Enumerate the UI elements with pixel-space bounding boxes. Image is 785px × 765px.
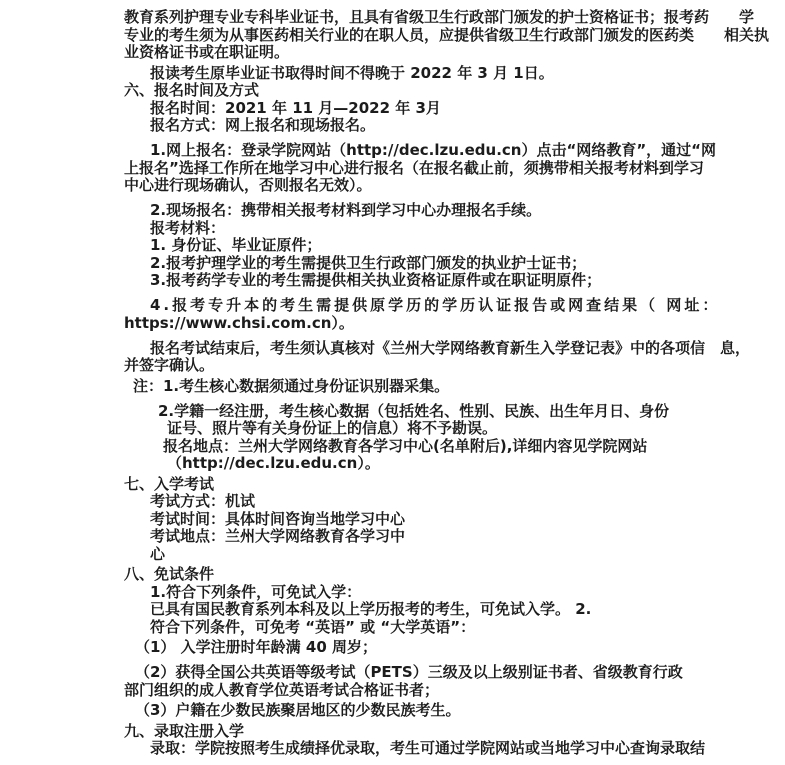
text-line: 七、入学考试	[124, 474, 215, 493]
text-line: 2.现场报名：携带相关报考材料到学习中心办理报名手续。	[150, 201, 542, 219]
text-line: 部门组织的成人教育学位英语考试合格证书者；	[124, 680, 440, 699]
text-line: 报名地点：兰州大学网络教育各学习中心(名单附后),详细内容见学院网站	[163, 436, 648, 455]
text-line: 报名考试结束后，考生须认真核对《兰州大学网络教育新生入学登记表》中的各项信 息，	[150, 338, 751, 357]
text-line: 六、报名时间及方式	[124, 81, 260, 99]
text-line: 1.符合下列条件，可免试入学：	[150, 582, 362, 601]
text-line: 报名方式：网上报名和现场报名。	[150, 116, 376, 134]
text-line: 业资格证书或在职证明。	[124, 43, 290, 61]
text-line: 报考材料：	[150, 218, 226, 237]
text-line: 符合下列条件，可免考 “英语” 或 “大学英语”：	[150, 617, 476, 636]
text-line: 上报名”选择工作所在地学习中心进行报名（在报名截止前，须携带相关报考材料到学习	[124, 158, 704, 177]
text-line: 报读考生原毕业证书取得时间不得晚于 2022 年 3 月 1日。	[150, 63, 554, 82]
text-line: 考试方式：机试	[150, 492, 256, 510]
text-line: 考试地点：兰州大学网络教育各学习中	[150, 527, 406, 545]
text-line: 报名时间：2021 年 11 月—2022 年 3月	[150, 98, 441, 117]
text-line: 教育系列护理专业专科毕业证书，且具有省级卫生行政部门颁发的护士资格证书；报考药 学	[124, 8, 755, 26]
text-line: 心	[150, 544, 166, 563]
text-line: 2.报考护理学业的考生需提供卫生行政部门颁发的执业护士证书；	[150, 253, 587, 272]
text-line: 八、免试条件	[124, 565, 215, 583]
text-line: 考试时间：具体时间咨询当地学习中心	[150, 509, 406, 528]
text-line: https://www.chsi.com.cn）。	[124, 313, 354, 332]
text-line: （1） 入学注册时年龄满 40 周岁；	[135, 638, 377, 656]
text-line: 4.报考专升本的考生需提供原学历的学历认证报告或网查结果（ 网址：	[150, 296, 721, 314]
text-line: （3）户籍在少数民族聚居地区的少数民族考生。	[135, 701, 461, 719]
text-line: 已具有国民教育系列本科及以上学历报考的考生，可免试入学。 2.	[150, 600, 592, 618]
text-line: 专业的考生须为从事医药相关行业的在职人员，应提供省级卫生行政部门颁发的医药类 相关执	[124, 25, 770, 44]
text-line: 注：1.考生核心数据须通过身份证识别器采集。	[133, 376, 450, 395]
text-line: 录取：学院按照考生成绩择优录取，考生可通过学院网站或当地学习中心查询录取结	[150, 739, 706, 757]
text-line: 并签字确认。	[124, 356, 215, 374]
text-line: 中心进行现场确认，否则报名无效）。	[124, 176, 372, 194]
text-line: （2）获得全国公共英语等级考试（PETS）三级及以上级别证书者、省级教育行政	[135, 663, 683, 681]
text-line: （http://dec.lzu.edu.cn）。	[167, 454, 380, 472]
text-line: 1.网上报名：登录学院网站（http://dec.lzu.edu.cn）点击“网络教育”，通过“网	[150, 141, 717, 159]
text-line: 九、录取注册入学	[124, 721, 245, 740]
text-line: 证号、照片等有关身份证上的信息）将不予勘误。	[167, 419, 498, 437]
text-line: 2.学籍一经注册，考生核心数据（包括姓名、性别、民族、出生年月日、身份	[158, 401, 670, 420]
text-line: 1. 身份证、毕业证原件；	[150, 236, 322, 254]
document-body	[124, 8, 770, 758]
text-line: 3.报考药学专业的考生需提供相关执业资格证原件或在职证明原件；	[150, 271, 602, 289]
